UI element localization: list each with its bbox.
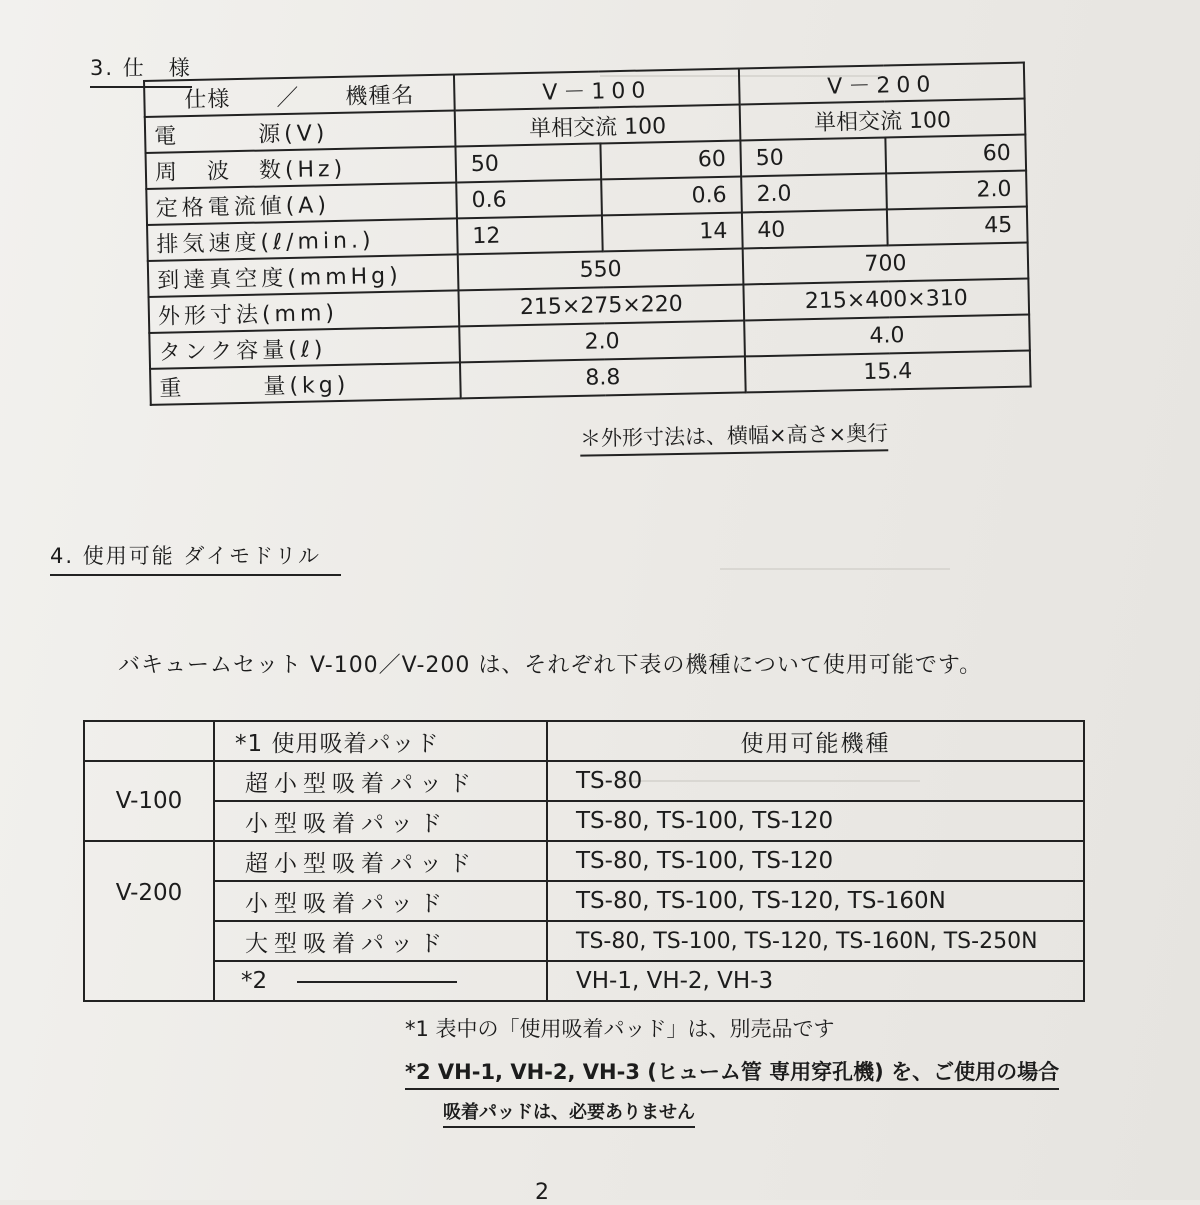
spec-label: 外形寸法(mm)	[149, 290, 460, 332]
machines-cell: TS-80, TS-100, TS-120, TS-160N	[547, 881, 1084, 921]
spec-value: 215×400×310	[743, 279, 1029, 321]
pad-cell: 小型吸着パッド	[214, 801, 547, 841]
spec-header-v100: V－100	[454, 69, 740, 111]
pad-cell: 小型吸着パッド	[214, 881, 547, 921]
spec-header-v200: V－200	[739, 63, 1025, 105]
spec-value: 2.0	[741, 173, 887, 212]
spec-value: 45	[887, 207, 1028, 246]
spec-label: 到達真空度(mmHg)	[148, 254, 459, 296]
footnote-2: *2 VH-1, VH-2, VH-3 (ヒューム管 専用穿孔機) を、ご使用の場合	[405, 1056, 1059, 1090]
spec-value: 700	[743, 243, 1029, 285]
spec-value: 12	[457, 215, 603, 254]
spec-label: タンク容量(ℓ)	[149, 326, 460, 368]
table-row	[84, 761, 1084, 801]
section4-heading: 4. 使用可能 ダイモドリル	[50, 540, 341, 576]
spec-value: 2.0	[459, 320, 745, 362]
spec-value: 単相交流 100	[455, 105, 741, 147]
table-row	[84, 881, 1084, 921]
spec-value: 15.4	[745, 350, 1031, 392]
star2-label: *2	[241, 968, 268, 994]
section3-heading: 3. 仕 様	[90, 52, 192, 88]
drill-header-pad: *1 使用吸着パッド	[214, 721, 547, 761]
footnote-1: *1 表中の「使用吸着パッド」は、別売品です	[405, 1017, 835, 1041]
drill-header-machines: 使用可能機種	[547, 721, 1084, 761]
spec-value: 0.6	[456, 179, 602, 218]
table-row	[84, 961, 1084, 1001]
table-row	[84, 841, 1084, 881]
spec-value: 50	[740, 137, 886, 176]
pad-cell: 超小型吸着パッド	[214, 761, 547, 801]
pad-cell: 大型吸着パッド	[214, 921, 547, 961]
machines-cell: VH-1, VH-2, VH-3	[547, 961, 1084, 1001]
spec-header-label: 仕様 ／ 機種名	[144, 74, 455, 116]
machines-cell: TS-80, TS-100, TS-120	[547, 801, 1084, 841]
drill-table	[83, 720, 1085, 1002]
pad-cell-star2	[214, 961, 547, 1001]
table-row	[84, 801, 1084, 841]
intro-text: バキュームセット V-100／V-200 は、それぞれ下表の機種について使用可能です。	[118, 653, 983, 678]
spec-label: 排気速度(ℓ/min.)	[147, 218, 458, 260]
machines-cell: TS-80, TS-100, TS-120	[547, 841, 1084, 881]
spec-note: ＊外形寸法は、横幅×高さ×奥行	[580, 417, 889, 456]
machines-cell: TS-80	[547, 761, 1084, 801]
spec-value: 2.0	[886, 171, 1027, 210]
machines-cell: TS-80, TS-100, TS-120, TS-160N, TS-250N	[547, 921, 1084, 961]
spec-label: 電 源(V)	[145, 110, 456, 152]
spec-label: 周 波 数(Hz)	[146, 146, 457, 188]
model-cell-v100: V-100	[84, 761, 214, 841]
drill-header-empty	[84, 721, 214, 761]
pad-cell: 超小型吸着パッド	[214, 841, 547, 881]
spec-value: 単相交流 100	[740, 99, 1026, 141]
spec-value: 215×275×220	[458, 284, 744, 326]
model-cell-v200: V-200	[84, 841, 214, 1001]
spec-label: 重 量(kg)	[150, 362, 461, 404]
spec-value: 8.8	[460, 356, 746, 398]
spec-value: 60	[885, 135, 1026, 174]
table-row	[84, 921, 1084, 961]
page-number: 2	[535, 1180, 549, 1205]
spec-value: 4.0	[744, 314, 1030, 356]
spec-table	[143, 62, 1032, 406]
spec-value: 60	[600, 141, 741, 180]
dash-line	[297, 981, 457, 983]
drill-header-row	[84, 721, 1084, 761]
spec-value: 550	[458, 248, 744, 290]
spec-value: 50	[455, 143, 601, 182]
footnote-3: 吸着パッドは、必要ありません	[443, 1098, 695, 1128]
spec-label: 定格電流値(A)	[146, 182, 457, 224]
spec-value: 14	[602, 212, 743, 251]
spec-value: 0.6	[601, 176, 742, 215]
spec-value: 40	[742, 209, 888, 248]
